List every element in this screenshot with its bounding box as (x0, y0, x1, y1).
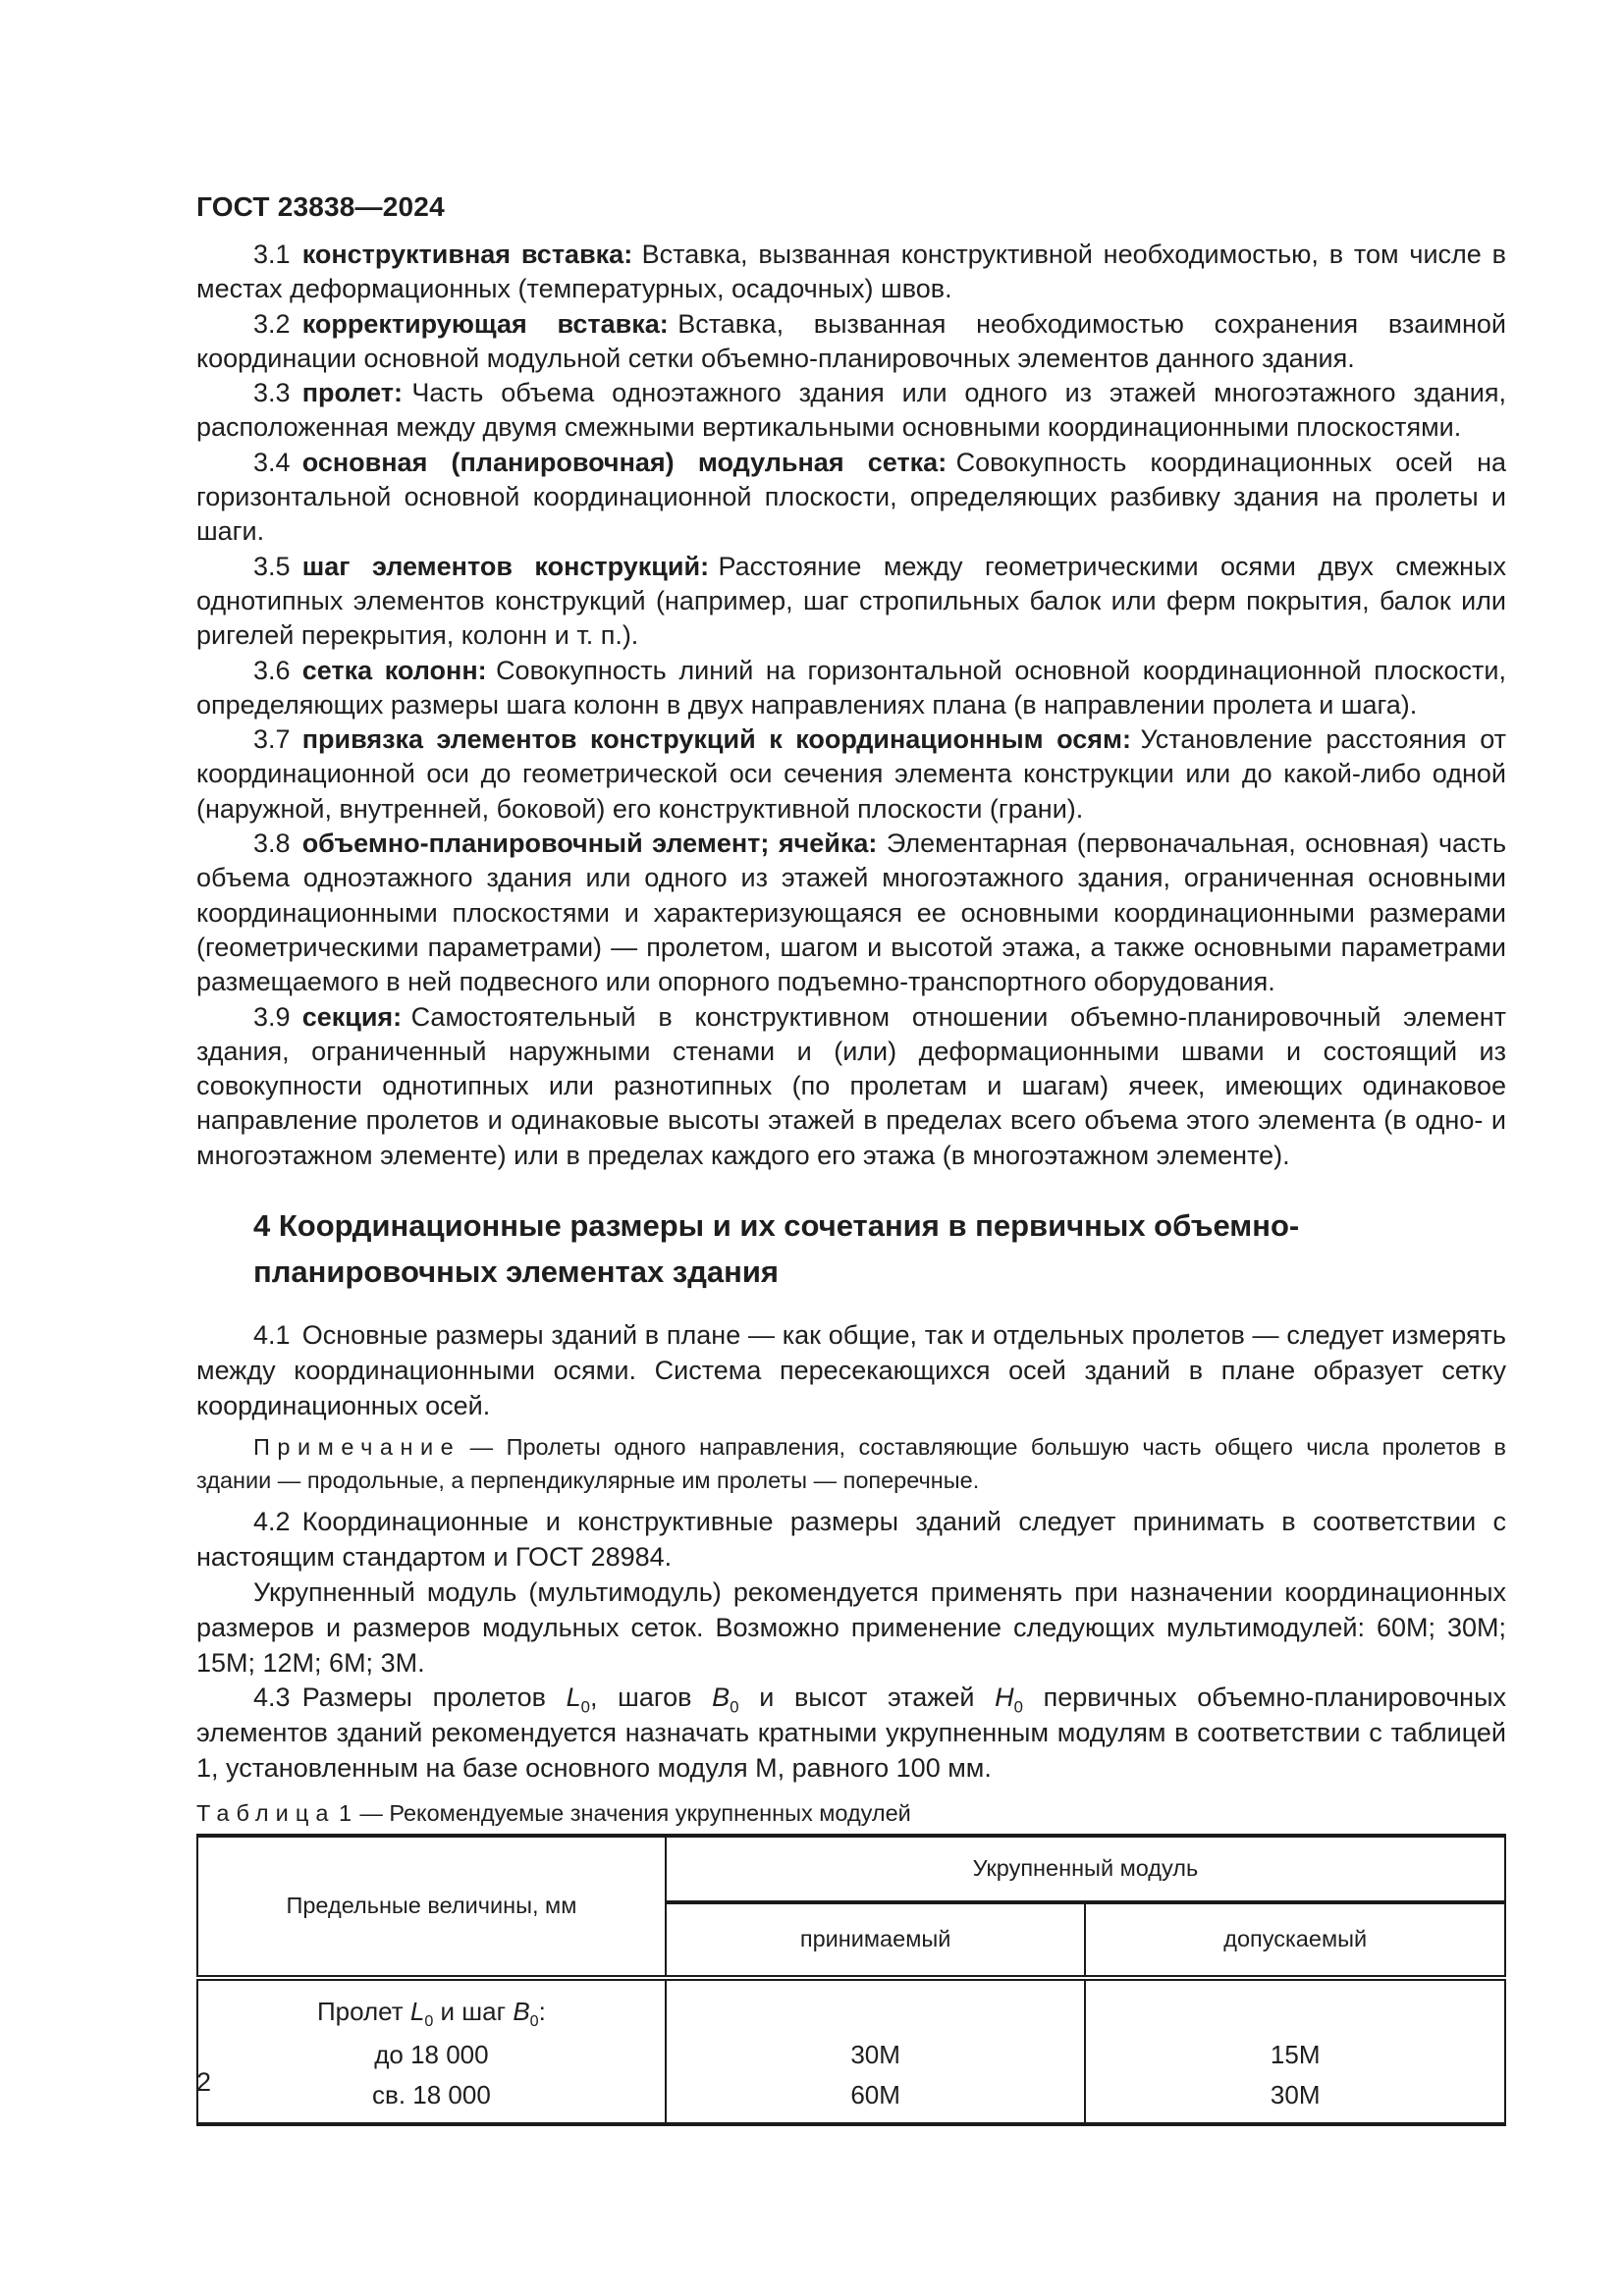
header-cell-accepted: принимаемый (666, 1902, 1086, 1978)
cell-empty (666, 1978, 1086, 2035)
term-definition: Вставка, вызванная конструктивной необходимостью, в том числе в местах деформационных (температурных, осадочных) швов. (196, 240, 1506, 304)
variable-L: L (409, 1996, 425, 2026)
table-caption-label: Таблица (196, 1799, 336, 1826)
variable-H: H (995, 1682, 1014, 1713)
subscript: 0 (529, 2011, 539, 2030)
paragraph-4-2-continued: Укрупненный модуль (мультимодуль) рекомендуется применять при назначении координационных размеров и размеров модульных сеток. Возможно применение следующих мультимодулей: 60М; 30М; 15М; 12М; 6М; 3М. (196, 1577, 1506, 1678)
term-definition: Расстояние между геометрическими осями двух смежных однотипных элементов конструкций (например, шаг стропильных балок или ферм покрытия, балок или ригелей перекрытия, колонн и т. п.). (196, 551, 1506, 651)
term-title: секция: (301, 1001, 403, 1032)
term-title: основная (планировочная) модульная сетка: (301, 447, 947, 477)
term-title: пролет: (301, 378, 403, 408)
term-title: корректирующая вставка: (301, 308, 669, 339)
term-3-6 (196, 654, 1506, 723)
paragraph-4-1 (196, 1318, 1506, 1423)
term-3-4 (196, 446, 1506, 550)
term-definition: Часть объема одноэтажного здания или одного из этажей многоэтажного здания, расположенная между двумя смежными вертикальными основными координационными плоскостями. (196, 378, 1506, 443)
term-3-8 (196, 827, 1506, 999)
table-1 (196, 1834, 1506, 2126)
note-text: — Пролеты одного направления, составляющие большую часть общего числа пролетов в здании — продольные, а перпендикулярные им пролеты — поперечные. (196, 1434, 1506, 1493)
table-caption-text: — Рекомендуемые значения укрупненных модулей (359, 1799, 911, 1826)
note-label: Примечание (253, 1434, 461, 1461)
clause-text-segment: Размеры пролетов (301, 1682, 567, 1713)
section-heading-line1: 4 Координационные размеры и их сочетания в первичных объемно- (253, 1208, 1300, 1244)
cell-text-segment: Пролет (316, 1996, 410, 2026)
table-row (197, 2035, 1505, 2075)
term-definition: Самостоятельный в конструктивном отношении объемно-планировочный элемент здания, ограниченный наружными стенами и (или) деформационными швами и состоящий из совокупности однотипных или разнотипных (по пролетам и шагам) ячеек, имеющих одинаковое направление пролетов и одинаковые высоты этажей в пределах всего объема этого элемента (в одно- и многоэтажном элементе) или в пределах каждого его этажа (в многоэтажном элементе). (196, 1001, 1506, 1170)
variable-B: B (712, 1682, 731, 1713)
section-heading-line2: планировочных элементах здания (253, 1255, 780, 1290)
note-paragraph (196, 1431, 1506, 1497)
table-header-row-1 (197, 1836, 1505, 1902)
cell-empty (1085, 1978, 1505, 2035)
term-title: конструктивная вставка: (301, 240, 633, 269)
cell-value: 60М (666, 2075, 1086, 2124)
term-definition: Совокупность линий на горизонтальной основной координационной плоскости, определяющих размеры шага колонн в двух направлениях плана (в направлении пролета и шага). (196, 655, 1506, 720)
clause-text-segment: и высот этажей (738, 1682, 996, 1713)
clause-text-segment: первичных объемно-планировочных элементов зданий рекомендуется назначать кратными укрупненным модулям в соответствии с таблицей 1, установленным на базе основного модуля М, равного 100 мм. (196, 1682, 1507, 1783)
clause-number: 4.3 (253, 1682, 291, 1713)
clause-number: 4.1 (253, 1320, 291, 1351)
term-3-2 (196, 307, 1506, 377)
variable-B: B (513, 1996, 530, 2026)
terms-section (196, 238, 1506, 1173)
term-number: 3.4 (253, 447, 291, 477)
subscript: 0 (424, 2011, 434, 2030)
cell-over-18000: св. 18 000 (197, 2075, 666, 2124)
cell-value: 15М (1085, 2035, 1505, 2075)
paragraph-4-2 (196, 1505, 1506, 1575)
cell-span-and-step (197, 1978, 666, 2035)
table-caption (196, 1800, 1506, 1826)
document-title: ГОСТ 23838—2024 (196, 191, 445, 222)
term-3-7 (196, 722, 1506, 827)
term-number: 3.8 (253, 828, 291, 859)
cell-value: 30М (666, 2035, 1086, 2075)
table-row (197, 2075, 1505, 2124)
term-3-9 (196, 1000, 1506, 1173)
term-definition: Вставка, вызванная необходимостью сохранения взаимной координации основной модульной сетки объемно-планировочных элементов данного здания. (196, 308, 1506, 373)
subscript: 0 (580, 1697, 590, 1717)
term-3-1 (196, 238, 1506, 307)
term-number: 3.1 (253, 240, 291, 269)
term-number: 3.7 (253, 724, 291, 755)
clause-number: 4.2 (253, 1507, 291, 1537)
subscript: 0 (1013, 1697, 1023, 1717)
header-cell-enlarged-module: Укрупненный модуль (666, 1836, 1505, 1902)
header-cell-allowed: допускаемый (1085, 1902, 1505, 1978)
cell-value: 30М (1085, 2075, 1505, 2124)
term-title: объемно-планировочный элемент; ячейка: (301, 828, 878, 859)
paragraph-4-3 (196, 1681, 1506, 1786)
term-number: 3.6 (253, 655, 291, 685)
term-number: 3.9 (253, 1001, 291, 1032)
term-number: 3.5 (253, 551, 291, 581)
clause-text: Основные размеры зданий в плане — как общие, так и отдельных пролетов — следует измерять между координационными осями. Система пересекающихся осей зданий в плане образует сетку координационных осей. (196, 1320, 1506, 1420)
header-cell-limit-values: Предельные величины, мм (197, 1836, 666, 1978)
cell-up-to-18000: до 18 000 (197, 2035, 666, 2075)
term-definition: Элементарная (первоначальная, основная) часть объема одноэтажного здания или одного из этажей многоэтажного здания, ограниченная основными координационными плоскостями и характеризующаяся ее основными координационными размерами (геометрическими параметрами) — пролетом, шагом и высотой этажа, а также основными параметрами размещаемого в ней подвесного или опорного подъемно-транспортного оборудования. (196, 828, 1507, 997)
term-title: сетка колонн: (301, 655, 487, 685)
term-3-5 (196, 550, 1506, 654)
clause-text-segment: , шагов (589, 1682, 713, 1713)
term-title: привязка элементов конструкций к координационным осям: (301, 724, 1132, 755)
subscript: 0 (730, 1697, 739, 1717)
term-3-3 (196, 376, 1506, 446)
term-definition: Установление расстояния от координационной оси до геометрической оси сечения элемента конструкции или до какой-либо одной (наружной, внутренней, боковой) его конструктивной плоскости (грани). (196, 724, 1506, 824)
page-number: 2 (196, 2067, 212, 2097)
variable-L: L (566, 1682, 581, 1713)
term-definition: Совокупность координационных осей на горизонтальной основной координационной плоскости, определяющих разбивку здания на пролеты и шаги. (196, 447, 1506, 547)
term-number: 3.2 (253, 308, 291, 339)
section-4-heading (253, 1202, 1506, 1295)
term-number: 3.3 (253, 378, 291, 408)
term-title: шаг элементов конструкций: (301, 551, 710, 581)
clause-text: Координационные и конструктивные размеры зданий следует принимать в соответствии с настоящим стандартом и ГОСТ 28984. (196, 1507, 1506, 1573)
table-row (197, 1978, 1505, 2035)
cell-text-segment: и шаг (433, 1996, 514, 2026)
cell-text-segment: : (538, 1996, 546, 2026)
page-content (196, 0, 1506, 2126)
table-caption-number: 1 (339, 1799, 352, 1826)
